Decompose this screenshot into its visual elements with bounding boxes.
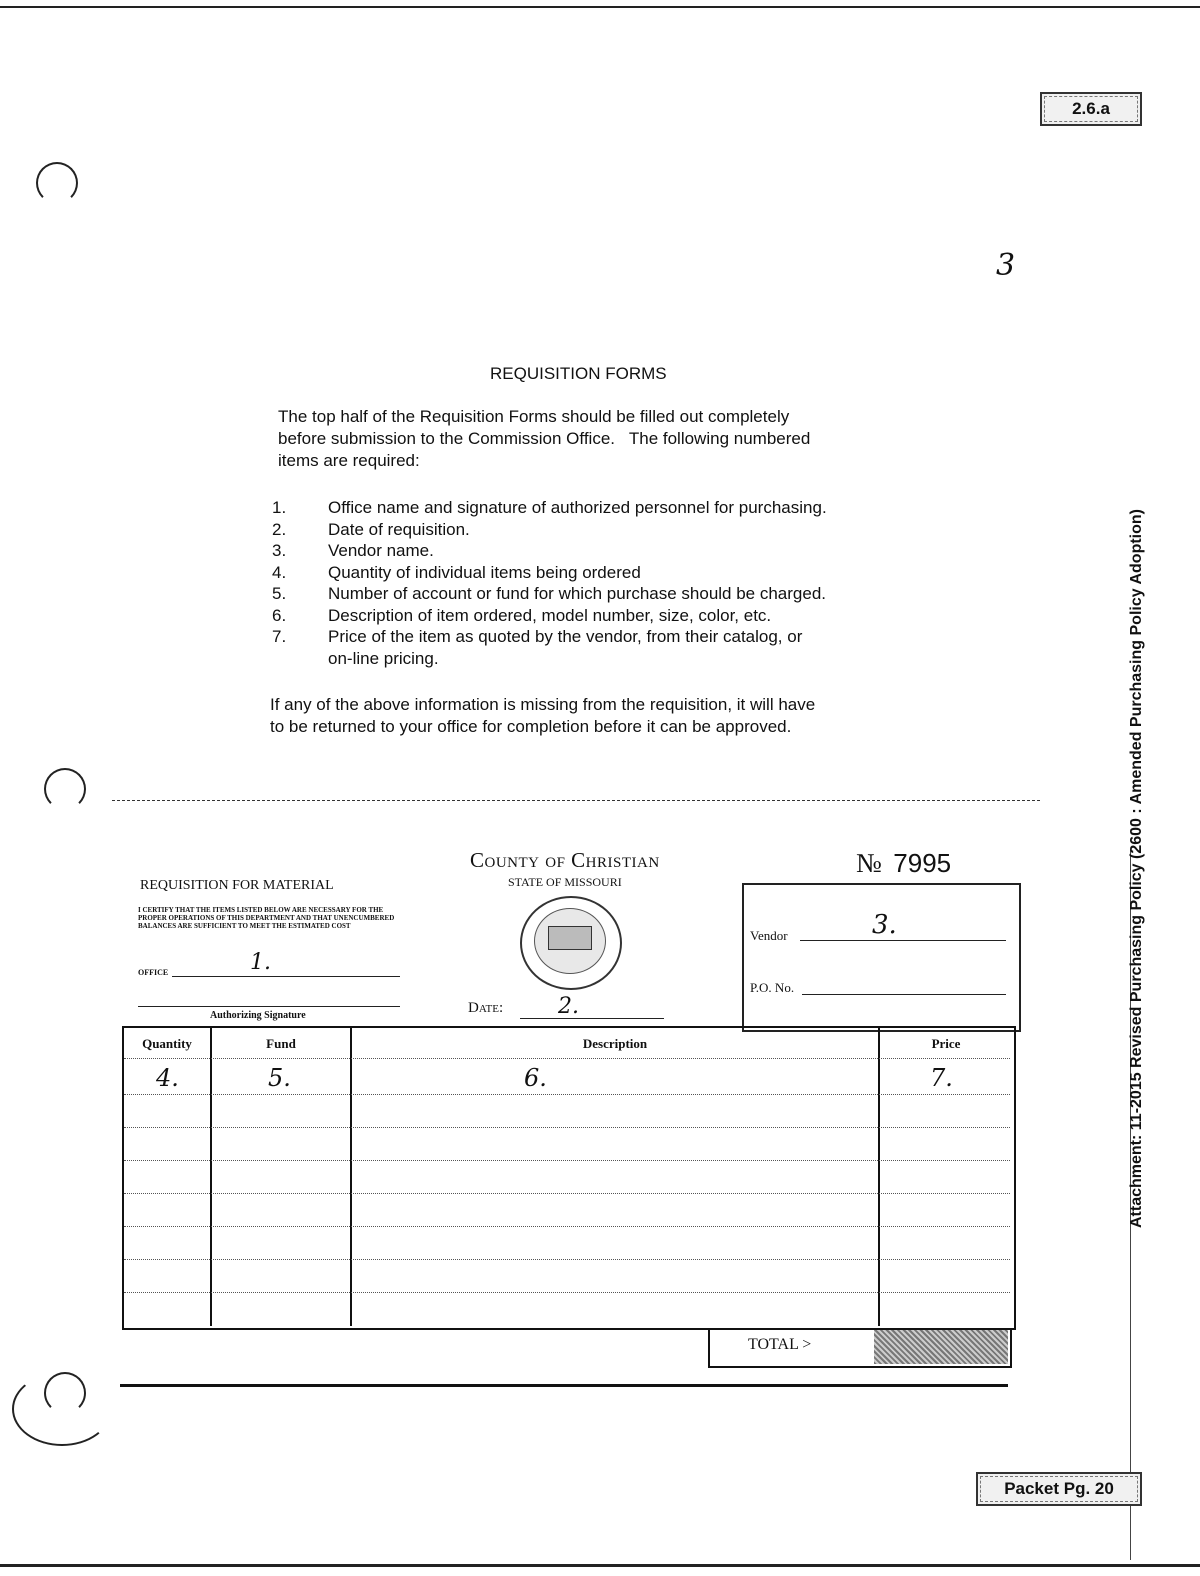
bottom-border [0, 1564, 1200, 1567]
required-items-list [272, 497, 892, 677]
item-text: Date of requisition. [328, 519, 470, 539]
column-header-quantity: Quantity [142, 1036, 192, 1051]
cut-line [112, 800, 1040, 801]
item-text: Number of account or fund for which purchase should be charged. [328, 584, 827, 603]
col-divider [210, 1026, 212, 1326]
attachment-side-text: Attachment: 11-2015 Revised Purchasing Policy (2600 : Amended Purchasing Policy Adoption) [1128, 508, 1145, 1228]
vendor-value: 3. [872, 910, 897, 940]
office-label: OFFICE [138, 968, 169, 977]
row-line [124, 1292, 1010, 1293]
binder-hole-bottom-outer [12, 1372, 112, 1446]
office-field[interactable] [172, 956, 400, 977]
item-number: 1. [272, 498, 287, 517]
po-field[interactable] [802, 976, 1006, 995]
page-mark: 3 [996, 248, 1016, 283]
row-line [124, 1058, 1010, 1059]
state-name: STATE OF MISSOURI [508, 875, 622, 889]
intro-line: items are required: [278, 451, 420, 470]
signature-field[interactable] [138, 990, 400, 1007]
column-header-price: Price [931, 1036, 961, 1051]
item-number: 7. [272, 627, 287, 646]
item-text: Quantity of individual items being ordered [328, 562, 641, 582]
item-text: on-line pricing. [328, 648, 439, 668]
number-value: 7995 [893, 848, 952, 878]
row1-quantity: 4. [156, 1064, 179, 1092]
col-divider [878, 1026, 880, 1326]
signature-label: Authorizing Signature [210, 1010, 306, 1021]
item-number: 2. [272, 519, 287, 539]
row-line [124, 1259, 1010, 1260]
row1-price: 7. [930, 1064, 953, 1092]
item-number: 5. [272, 584, 287, 603]
row-line [124, 1094, 1010, 1095]
instructions-intro [278, 406, 898, 472]
row1-description: 6. [524, 1064, 547, 1092]
row-line [124, 1127, 1010, 1128]
binder-hole-middle [44, 768, 86, 810]
item-number: 4. [272, 562, 287, 582]
closing-line: to be returned to your office for completion before it can be approved. [270, 717, 792, 736]
po-label: P.O. No. [750, 980, 795, 995]
certification-text: I CERTIFY THAT THE ITEMS LISTED BELOW ARE NECESSARY FOR THE PROPER OPERATIONS OF THIS DEPARTMENT AND THAT UNENCUMBERED BALANCES ARE SUFFICIENT TO MEET THE ESTIMATED COST [138, 906, 395, 930]
row-line [124, 1160, 1010, 1161]
column-header-description: Description [582, 1036, 648, 1051]
closing-line: If any of the above information is missing from the requisition, it will have [270, 695, 816, 714]
date-field[interactable] [520, 998, 664, 1019]
binder-hole-top [36, 162, 78, 204]
number-label: № [856, 848, 882, 878]
item-text: Description of item ordered, model number, size, color, etc. [328, 605, 772, 625]
col-divider [350, 1026, 352, 1326]
row-line [124, 1193, 1010, 1194]
office-value: 1. [250, 950, 271, 975]
vendor-field[interactable] [800, 920, 1006, 941]
date-label: Date: [468, 1000, 504, 1016]
intro-line: before submission to the Commission Office. The following numbered [278, 429, 811, 448]
row-line [124, 1226, 1010, 1227]
item-number: 6. [272, 605, 287, 625]
item-text: Vendor name. [328, 541, 434, 560]
header-stamp: 2.6.a [1040, 92, 1142, 126]
item-text: Office name and signature of authorized personnel for purchasing. [328, 498, 827, 517]
form-bottom-rule [120, 1384, 1008, 1387]
item-text: Price of the item as quoted by the vendor, from their catalog, or [328, 627, 803, 646]
column-header-fund: Fund [266, 1036, 296, 1051]
row1-fund: 5. [268, 1064, 291, 1092]
date-value: 2. [558, 994, 579, 1019]
item-number: 3. [272, 541, 287, 560]
total-value-shaded [874, 1330, 1008, 1364]
form-title: REQUISITION FOR MATERIAL [140, 878, 334, 893]
vendor-box [742, 883, 1021, 1032]
instructions-title: REQUISITION FORMS [490, 364, 667, 383]
courthouse-icon [548, 926, 592, 950]
top-border [0, 6, 1200, 8]
county-name: County of Christian [470, 848, 660, 872]
vendor-label: Vendor [750, 928, 788, 943]
form-number [856, 848, 951, 879]
instructions-closing [270, 694, 900, 738]
intro-line: The top half of the Requisition Forms should be filled out completely [278, 407, 790, 426]
items-table [122, 1026, 1016, 1330]
footer-stamp: Packet Pg. 20 [976, 1472, 1142, 1506]
total-label: TOTAL > [748, 1336, 812, 1353]
